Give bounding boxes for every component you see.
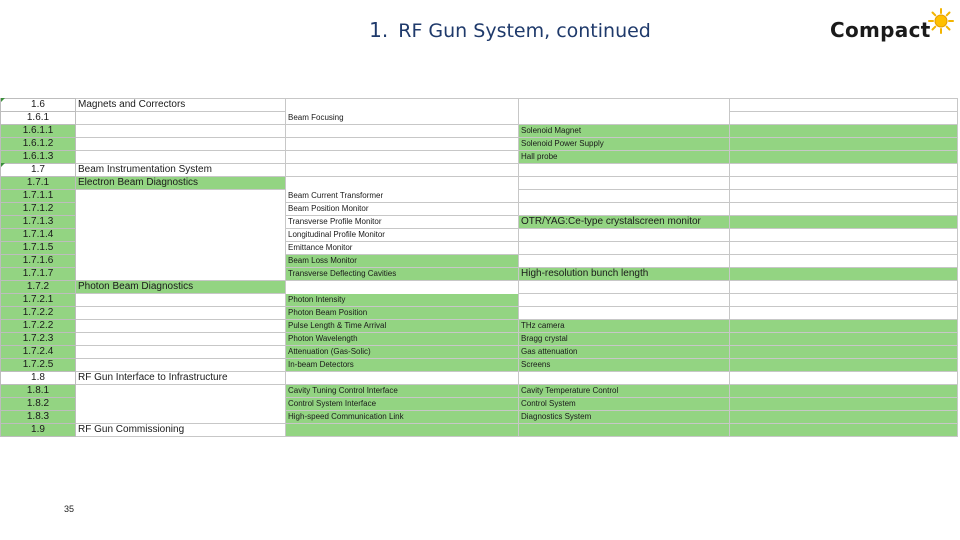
level-4-cell (519, 255, 730, 268)
level-4-cell (519, 164, 730, 177)
level-5-cell (730, 190, 958, 203)
level-5-cell (730, 424, 958, 437)
level-2-cell (76, 346, 286, 359)
level-3-cell (286, 281, 519, 294)
wbs-id-cell: 1.7.1.7 (1, 268, 76, 281)
table-row (1, 398, 958, 411)
level-3-cell (286, 424, 519, 437)
level-5-cell (730, 151, 958, 164)
level-3-cell: Cavity Tuning Control Interface (286, 385, 519, 398)
table-row (1, 307, 958, 320)
wbs-id-cell: 1.8 (1, 372, 76, 385)
level-3-cell: Beam Loss Monitor (286, 255, 519, 268)
level-2-cell (76, 385, 286, 398)
level-2-cell: RF Gun Interface to Infrastructure (76, 372, 286, 385)
level-5-cell (730, 385, 958, 398)
level-3-cell: Photon Wavelength (286, 333, 519, 346)
table-row (1, 346, 958, 359)
wbs-id-cell: 1.6.1 (1, 112, 76, 125)
level-5-cell (730, 294, 958, 307)
table-row (1, 190, 958, 203)
level-4-cell (519, 307, 730, 320)
level-4-cell: Diagnostics System (519, 411, 730, 424)
level-2-cell (76, 190, 286, 203)
level-2-cell (76, 398, 286, 411)
table-row (1, 424, 958, 437)
level-3-cell: High-speed Communication Link (286, 411, 519, 424)
level-3-cell (286, 125, 519, 138)
level-3-cell: Control System Interface (286, 398, 519, 411)
wbs-id-cell: 1.8.1 (1, 385, 76, 398)
wbs-id-cell: 1.7.1.4 (1, 229, 76, 242)
level-2-cell (76, 216, 286, 229)
level-3-cell: Pulse Length & Time Arrival (286, 320, 519, 333)
sun-icon (928, 8, 954, 34)
wbs-table (0, 98, 958, 437)
level-3-cell: Beam Position Monitor (286, 203, 519, 216)
level-4-cell: Hall probe (519, 151, 730, 164)
level-2-cell: Electron Beam Diagnostics (76, 177, 286, 190)
level-2-cell (76, 333, 286, 346)
level-2-cell (76, 229, 286, 242)
level-2-cell (76, 294, 286, 307)
level-3-cell: Attenuation (Gas-Solic) (286, 346, 519, 359)
level-5-cell (730, 125, 958, 138)
level-2-cell (76, 411, 286, 424)
level-5-cell (730, 112, 958, 125)
page-title (300, 18, 720, 42)
level-5-cell (730, 99, 958, 112)
title-text: RF Gun System, continued (398, 20, 651, 42)
level-4-cell (519, 190, 730, 203)
level-5-cell (730, 242, 958, 255)
level-5-cell (730, 177, 958, 190)
level-2-cell (76, 242, 286, 255)
wbs-id-cell: 1.7.2.1 (1, 294, 76, 307)
table-row (1, 385, 958, 398)
level-4-cell (519, 242, 730, 255)
level-4-cell (519, 281, 730, 294)
table-row (1, 294, 958, 307)
table-row (1, 333, 958, 346)
level-4-cell: Solenoid Magnet (519, 125, 730, 138)
wbs-id-cell: 1.7.2.5 (1, 359, 76, 372)
level-2-cell: Beam Instrumentation System (76, 164, 286, 177)
level-4-cell (519, 294, 730, 307)
level-2-cell (76, 307, 286, 320)
level-5-cell (730, 411, 958, 424)
level-2-cell (76, 138, 286, 151)
compact-logo (830, 8, 958, 44)
level-4-cell (519, 372, 730, 385)
level-4-cell (519, 112, 730, 125)
level-5-cell (730, 203, 958, 216)
level-2-cell (76, 359, 286, 372)
level-4-cell: High-resolution bunch length (519, 268, 730, 281)
level-4-cell: Control System (519, 398, 730, 411)
level-4-cell: Screens (519, 359, 730, 372)
table-row (1, 359, 958, 372)
table-row (1, 203, 958, 216)
level-4-cell: Cavity Temperature Control (519, 385, 730, 398)
level-5-cell (730, 281, 958, 294)
level-5-cell (730, 268, 958, 281)
wbs-id-cell: 1.7.1.2 (1, 203, 76, 216)
level-3-cell (286, 164, 519, 177)
level-2-cell (76, 151, 286, 164)
table-row (1, 411, 958, 424)
level-4-cell (519, 177, 730, 190)
wbs-id-cell: 1.6.1.3 (1, 151, 76, 164)
wbs-id-cell: 1.7.2 (1, 281, 76, 294)
wbs-id-cell: 1.7 (1, 164, 76, 177)
level-3-cell (286, 99, 519, 112)
level-3-cell: Beam Focusing (286, 112, 519, 125)
title-number: 1. (369, 18, 389, 42)
level-2-cell (76, 125, 286, 138)
level-4-cell (519, 99, 730, 112)
level-3-cell: In-beam Detectors (286, 359, 519, 372)
table-row (1, 125, 958, 138)
level-4-cell: Gas attenuation (519, 346, 730, 359)
level-5-cell (730, 372, 958, 385)
wbs-id-cell: 1.6.1.2 (1, 138, 76, 151)
level-2-cell: RF Gun Commissioning (76, 424, 286, 437)
table-row (1, 177, 958, 190)
wbs-id-cell: 1.6.1.1 (1, 125, 76, 138)
wbs-id-cell: 1.6 (1, 99, 76, 112)
level-4-cell: OTR/YAG:Ce-type crystalscreen monitor (519, 216, 730, 229)
level-5-cell (730, 164, 958, 177)
level-3-cell: Transverse Deflecting Cavities (286, 268, 519, 281)
level-4-cell: Bragg crystal (519, 333, 730, 346)
table-row (1, 372, 958, 385)
table-row (1, 229, 958, 242)
level-3-cell: Beam Current Transformer (286, 190, 519, 203)
wbs-id-cell: 1.7.2.3 (1, 333, 76, 346)
level-5-cell (730, 216, 958, 229)
level-3-cell: Photon Beam Position (286, 307, 519, 320)
level-5-cell (730, 333, 958, 346)
level-2-cell (76, 255, 286, 268)
level-5-cell (730, 320, 958, 333)
level-3-cell: Emittance Monitor (286, 242, 519, 255)
level-2-cell: Photon Beam Diagnostics (76, 281, 286, 294)
level-3-cell: Longitudinal Profile Monitor (286, 229, 519, 242)
level-2-cell: Magnets and Correctors (76, 99, 286, 112)
level-5-cell (730, 255, 958, 268)
level-4-cell: THz camera (519, 320, 730, 333)
level-3-cell (286, 177, 519, 190)
level-3-cell: Photon Intensity (286, 294, 519, 307)
level-4-cell (519, 203, 730, 216)
level-3-cell: Transverse Profile Monitor (286, 216, 519, 229)
level-2-cell (76, 268, 286, 281)
page-number: 35 (64, 504, 75, 514)
logo-text: Compact (830, 18, 931, 42)
table-row (1, 151, 958, 164)
table-row (1, 255, 958, 268)
level-5-cell (730, 346, 958, 359)
wbs-id-cell: 1.7.1 (1, 177, 76, 190)
table-row (1, 99, 958, 112)
table-row (1, 164, 958, 177)
wbs-id-cell: 1.7.2.2 (1, 307, 76, 320)
level-2-cell (76, 112, 286, 125)
level-3-cell (286, 138, 519, 151)
level-3-cell (286, 151, 519, 164)
table-row (1, 138, 958, 151)
cell-marker-icon (1, 98, 5, 102)
wbs-id-cell: 1.7.1.3 (1, 216, 76, 229)
wbs-id-cell: 1.7.2.4 (1, 346, 76, 359)
level-5-cell (730, 229, 958, 242)
level-5-cell (730, 398, 958, 411)
table-row (1, 268, 958, 281)
wbs-id-cell: 1.8.3 (1, 411, 76, 424)
table-row (1, 242, 958, 255)
wbs-id-cell: 1.7.2.2 (1, 320, 76, 333)
level-5-cell (730, 359, 958, 372)
wbs-id-cell: 1.7.1.1 (1, 190, 76, 203)
wbs-id-cell: 1.9 (1, 424, 76, 437)
level-5-cell (730, 138, 958, 151)
level-2-cell (76, 203, 286, 216)
level-2-cell (76, 320, 286, 333)
table-row (1, 281, 958, 294)
table-row (1, 112, 958, 125)
level-4-cell: Solenoid Power Supply (519, 138, 730, 151)
wbs-id-cell: 1.7.1.6 (1, 255, 76, 268)
table-row (1, 320, 958, 333)
table-row (1, 216, 958, 229)
level-5-cell (730, 307, 958, 320)
level-4-cell (519, 424, 730, 437)
wbs-id-cell: 1.7.1.5 (1, 242, 76, 255)
level-3-cell (286, 372, 519, 385)
level-4-cell (519, 229, 730, 242)
cell-marker-icon (1, 163, 5, 167)
wbs-id-cell: 1.8.2 (1, 398, 76, 411)
